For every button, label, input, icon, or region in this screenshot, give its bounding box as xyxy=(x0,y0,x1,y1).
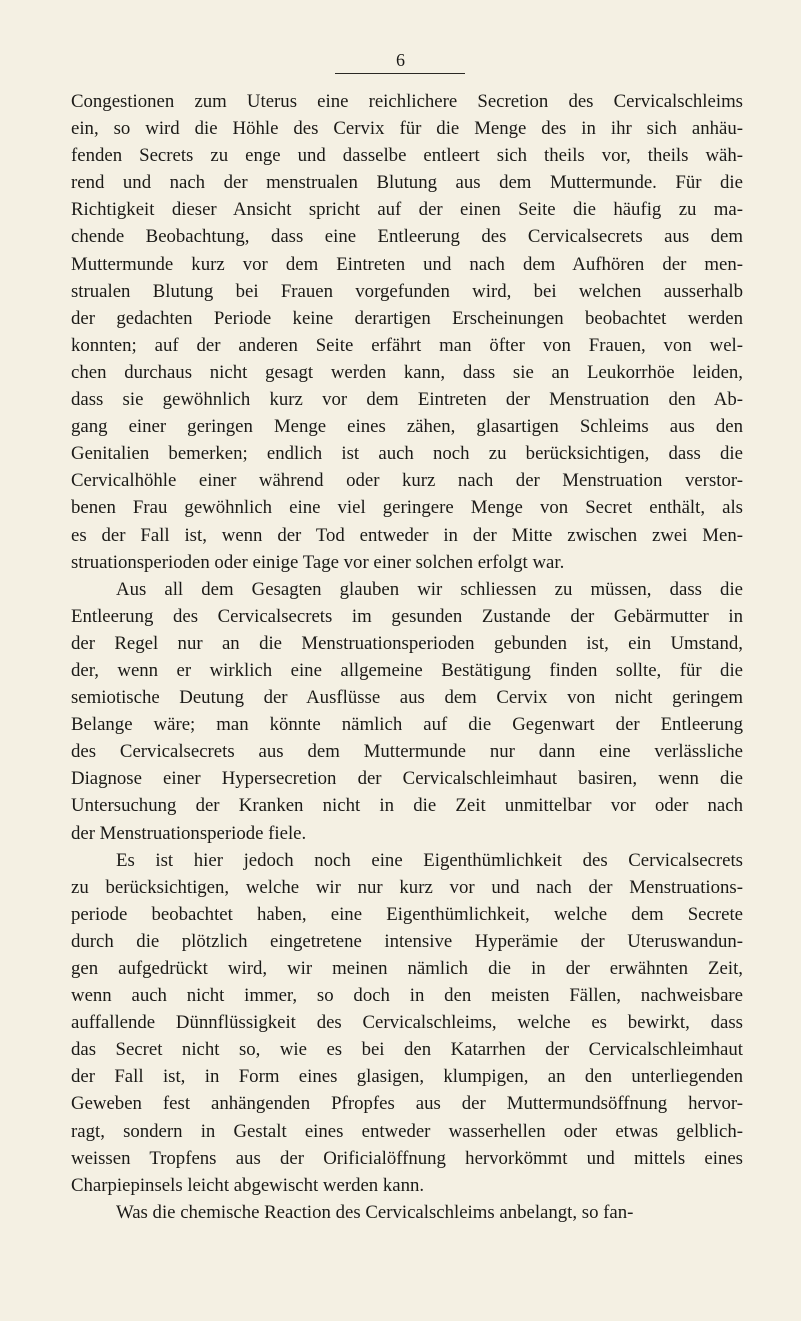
text-line: semiotische Deutung der Ausflüsse aus dem Cervix von nicht geringem xyxy=(71,687,743,709)
body-text xyxy=(71,88,743,1226)
text-line: Untersuchung der Kranken nicht in die Zeit unmittelbar vor oder nach xyxy=(71,795,743,817)
text-line: der gedachten Periode keine derartigen Erscheinungen beobachtet werden xyxy=(71,307,743,329)
paragraph xyxy=(71,847,743,1199)
text-line: wenn auch nicht immer, so doch in den meisten Fällen, nachweisbare xyxy=(71,985,743,1007)
text-line: Charpiepinsels leicht abgewischt werden kann. xyxy=(71,1174,425,1196)
text-line: Muttermunde kurz vor dem Eintreten und nach dem Aufhören der men- xyxy=(71,253,743,275)
text-line: zu berücksichtigen, welche wir nur kurz vor und nach der Menstruations- xyxy=(71,876,743,898)
text-line: Cervicalhöhle einer während oder kurz nach der Menstruation verstor- xyxy=(71,470,743,492)
page-number-rule xyxy=(335,73,465,74)
text-line: durch die plötzlich eingetretene intensive Hyperämie der Uteruswandun- xyxy=(71,930,743,952)
text-line: Geweben fest anhängenden Pfropfes aus der Muttermundsöffnung hervor- xyxy=(71,1093,743,1115)
text-line: konnten; auf der anderen Seite erfährt man öfter von Frauen, von wel- xyxy=(71,334,743,356)
text-line: der Menstruationsperiode fiele. xyxy=(71,822,307,844)
text-line: Diagnose einer Hypersecretion der Cervicalschleimhaut basiren, wenn die xyxy=(71,768,743,790)
text-line: Es ist hier jedoch noch eine Eigenthümlichkeit des Cervicalsecrets xyxy=(116,849,743,871)
text-line: rend und nach der menstrualen Blutung aus dem Muttermunde. Für die xyxy=(71,172,743,194)
paragraph xyxy=(71,88,743,576)
text-line: das Secret nicht so, wie es bei den Katarrhen der Cervicalschleimhaut xyxy=(71,1039,743,1061)
text-line: periode beobachtet haben, eine Eigenthümlichkeit, welche dem Secrete xyxy=(71,903,743,925)
text-line: struationsperioden oder einige Tage vor einer solchen erfolgt war. xyxy=(71,551,565,573)
text-line: es der Fall ist, wenn der Tod entweder in der Mitte zwischen zwei Men- xyxy=(71,524,743,546)
text-line: des Cervicalsecrets aus dem Muttermunde nur dann eine verlässliche xyxy=(71,741,743,763)
text-line: strualen Blutung bei Frauen vorgefunden wird, bei welchen ausserhalb xyxy=(71,280,743,302)
text-line: Aus all dem Gesagten glauben wir schliessen zu müssen, dass die xyxy=(116,578,743,600)
text-line: der Regel nur an die Menstruationsperioden gebunden ist, ein Umstand, xyxy=(71,632,743,654)
paragraph xyxy=(71,576,743,847)
text-line: gang einer geringen Menge eines zähen, glasartigen Schleims aus den xyxy=(71,416,743,438)
text-line: chende Beobachtung, dass eine Entleerung des Cervicalsecrets aus dem xyxy=(71,226,743,248)
text-line: dass sie gewöhnlich kurz vor dem Eintreten der Menstruation den Ab- xyxy=(71,389,743,411)
text-line: benen Frau gewöhnlich eine viel geringere Menge von Secret enthält, als xyxy=(71,497,743,519)
text-line: Was die chemische Reaction des Cervicalschleims anbelangt, so fan- xyxy=(116,1201,634,1223)
page-number: 6 xyxy=(396,50,405,70)
text-line: auffallende Dünnflüssigkeit des Cervicalschleims, welche es bewirkt, dass xyxy=(71,1012,743,1034)
text-line: der Fall ist, in Form eines glasigen, klumpigen, an den unterliegenden xyxy=(71,1066,743,1088)
text-line: weissen Tropfens aus der Orificialöffnung hervorkömmt und mittels eines xyxy=(71,1147,743,1169)
text-line: Entleerung des Cervicalsecrets im gesunden Zustande der Gebärmutter in xyxy=(71,605,743,627)
text-line: der, wenn er wirklich eine allgemeine Bestätigung finden sollte, für die xyxy=(71,659,743,681)
text-line: Genitalien bemerken; endlich ist auch noch zu berücksichtigen, dass die xyxy=(71,443,743,465)
text-line: Richtigkeit dieser Ansicht spricht auf der einen Seite die häufig zu ma- xyxy=(71,199,743,221)
text-line: ragt, sondern in Gestalt eines entweder wasserhellen oder etwas gelblich- xyxy=(71,1120,743,1142)
text-line: gen aufgedrückt wird, wir meinen nämlich die in der erwähnten Zeit, xyxy=(71,958,743,979)
text-line: fenden Secrets zu enge und dasselbe entleert sich theils vor, theils wäh- xyxy=(71,145,743,167)
text-line: chen durchaus nicht gesagt werden kann, dass sie an Leukorrhöe leiden, xyxy=(71,361,743,383)
text-line: Congestionen zum Uterus eine reichlichere Secretion des Cervicalschleims xyxy=(71,91,743,112)
text-line: ein, so wird die Höhle des Cervix für die Menge des in ihr sich anhäu- xyxy=(71,118,743,140)
text-line: Belange wäre; man könnte nämlich auf die Gegenwart der Entleerung xyxy=(71,714,743,736)
paragraph xyxy=(71,1199,743,1226)
